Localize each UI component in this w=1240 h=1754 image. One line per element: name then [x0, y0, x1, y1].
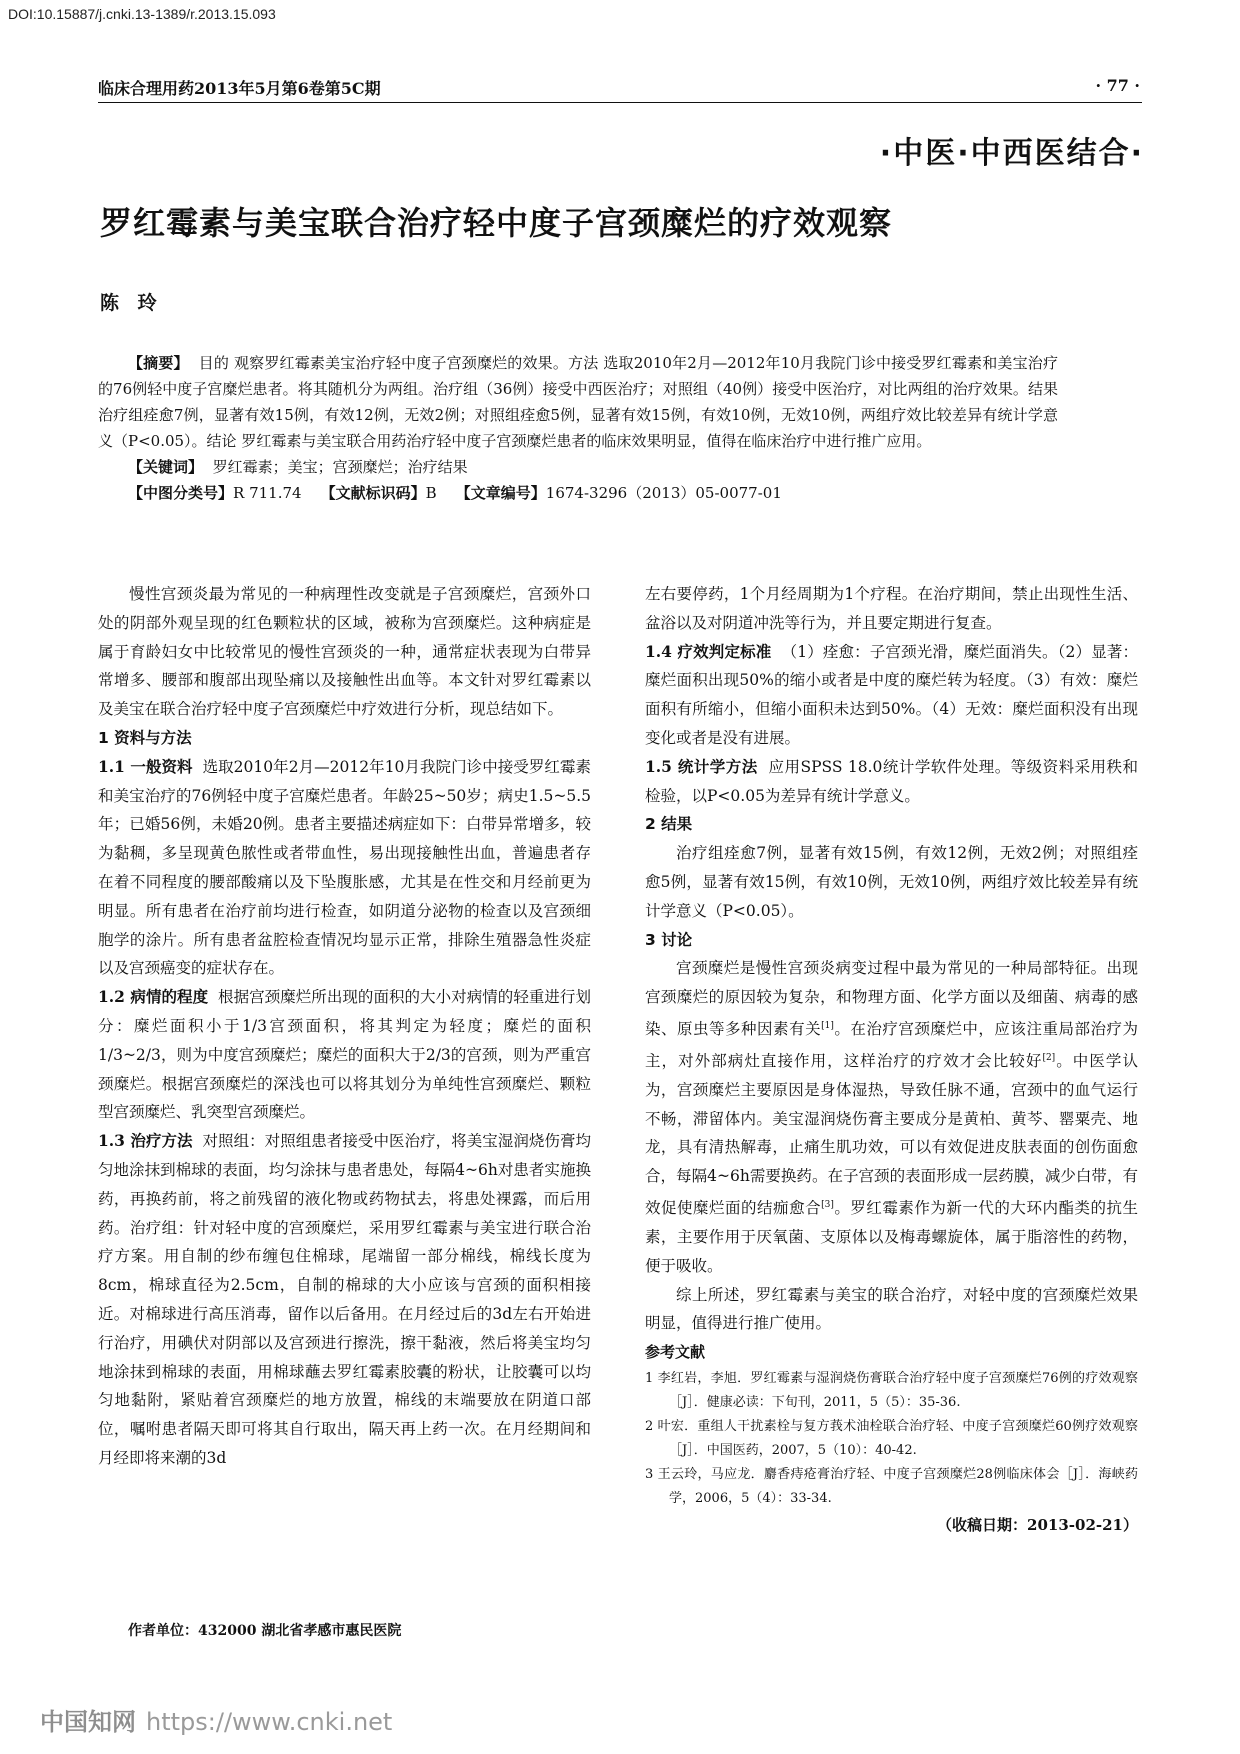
abstract [98, 350, 1058, 454]
references-heading: 参考文献 [645, 1343, 706, 1362]
left-column [98, 580, 591, 1473]
section-1-2-text: 根据宫颈糜烂所出现的面积的大小对病情的轻重进行划分：糜烂面积小于1/3宫颈面积，将其判定为轻度；糜烂的面积1/3~2/3，则为中度宫颈糜烂；糜烂的面积大于2/3的宫颈，则为严重宫颈糜烂。根据宫颈糜烂的深浅也可以将其划分为单纯性宫颈糜烂、颗粒型宫颈糜烂、乳突型宫颈糜烂。 [98, 988, 591, 1122]
intro-paragraph: 慢性宫颈炎最为常见的一种病理性改变就是子宫颈糜烂，宫颈外口处的阴部外观呈现的红色颗粒状的区域，被称为宫颈糜烂。这种病症是属于育龄妇女中比较常见的慢性宫颈炎的一种，通常症状表现为白带异常增多、腰部和腹部出现坠痛以及接触性出血等。本文针对罗红霉素以及美宝在联合治疗轻中度子宫颈糜烂中疗效进行分析，现总结如下。 [98, 585, 591, 719]
reference-item: 3 王云玲，马应龙．麝香痔疮膏治疗轻、中度子宫颈糜烂28例临床体会［J］．海峡药学，2006，5（4）：33-34. [645, 1466, 1138, 1506]
discussion-paragraph-1 [645, 954, 1138, 1280]
section-heading: ·中医·中西医结合· [879, 136, 1144, 171]
abstract-label: 【摘要】 [128, 354, 189, 372]
cnki-url: https://www.cnki.net [146, 1708, 393, 1736]
clc-value: R 711.74 [233, 484, 302, 502]
heading-results: 2 结果 [645, 815, 693, 834]
received-date: （收稿日期：2013-02-21） [937, 1515, 1138, 1534]
reference-item: 1 李红岩，李旭．罗红霉素与湿润烧伤膏联合治疗轻中度子宫颈糜烂76例的疗效观察［J］．健康必读：下旬刊，2011，5（5）：35-36. [645, 1370, 1138, 1410]
page-number: · 77 · [1095, 76, 1140, 95]
section-1-5-heading: 1.5 统计学方法 [645, 756, 758, 776]
reference-item: 2 叶宏．重组人干扰素栓与复方莪术油栓联合治疗轻、中度子宫颈糜烂60例疗效观察［J］．中国医药，2007，5（10）：40-42. [645, 1418, 1138, 1458]
abstract-text: 目的 观察罗红霉素美宝治疗轻中度子宫颈糜烂的效果。方法 选取2010年2月—2012年10月我院门诊中接受罗红霉素和美宝治疗的76例轻中度子宫糜烂患者。将其随机分为两组。治疗组（36例）接受中西医治疗；对照组（40例）接受中医治疗，对比两组的治疗效果。结果 治疗组痊愈7例，显著有效15例，有效12例，无效2例；对照组痊愈5例，显著有效15例，有效10例，无效10例，两组疗效比较差异有统计学意义（P<0.05）。结论 罗红霉素与美宝联合用药治疗轻中度子宫颈糜烂患者的临床效果明显，值得在临床治疗中进行推广应用。 [98, 354, 1058, 450]
continued-paragraph: 左右要停药，1个月经周期为1个疗程。在治疗期间，禁止出现性生活、盆浴以及对阴道冲洗等行为，并且要定期进行复查。 [645, 585, 1138, 632]
keywords-label: 【关键词】 [128, 458, 204, 476]
article-number-label: 【文章编号】 [455, 484, 546, 502]
discussion-text-d: 。罗红霉素作为新一代的大环内酯类的抗生素，主要作用于厌氧菌、支原体以及梅毒螺旋体，属于脂溶性的药物，便于吸收。 [645, 1199, 1138, 1275]
citation-2: [2] [1042, 1052, 1056, 1063]
section-1-4 [645, 638, 1138, 753]
keywords [98, 454, 1058, 480]
author: 陈 玲 [100, 292, 163, 314]
doc-code-value: B [425, 484, 437, 502]
keywords-text: 罗红霉素；美宝；宫颈糜烂；治疗结果 [212, 458, 468, 476]
header-rule [98, 102, 1142, 103]
section-1-2-heading: 1.2 病情的程度 [98, 987, 209, 1007]
section-1-3-heading: 1.3 治疗方法 [98, 1131, 193, 1151]
section-1-3 [98, 1127, 591, 1473]
section-1-4-text: （1）痊愈：子宫颈光滑，糜烂面消失。（2）显著：糜烂面积出现50%的缩小或者是中度的糜烂转为轻度。（3）有效：糜烂面积有所缩小，但缩小面积未达到50%。（4）无效：糜烂面积没有出现变化或者是没有进展。 [645, 642, 1138, 747]
article-title: 罗红霉素与美宝联合治疗轻中度子宫颈糜烂的疗效观察 [100, 204, 893, 242]
discussion-text-c: 。中医学认为，宫颈糜烂主要原因是身体湿热，导致任脉不通，宫颈中的血气运行不畅，滞留体内。美宝湿润烧伤膏主要成分是黄柏、黄芩、罂粟壳、地龙，具有清热解毒，止痛生肌功效，可以有效促进皮肤表面的创伤面愈合，每隔4~6h需要换药。在子宫颈的表面形成一层药膜，减少白带，有效促使糜烂面的结痂愈合 [645, 1052, 1138, 1218]
abstract-block [98, 350, 1058, 506]
clc-label: 【中图分类号】 [128, 484, 234, 502]
section-1-5 [645, 753, 1138, 811]
section-1-2 [98, 983, 591, 1127]
section-1-1-heading: 1.1 一般资料 [98, 756, 193, 776]
doc-code-label: 【文献标识码】 [320, 484, 426, 502]
cnki-watermark [40, 1702, 392, 1737]
section-1-1-text: 选取2010年2月—2012年10月我院门诊中接受罗红霉素和美宝治疗的76例轻中度子宫糜烂患者。年龄25~50岁；病史1.5~5.5年；已婚56例，未婚20例。患者主要描述病症如下：白带异常增多，较为黏稠，多呈现黄色脓性或者带血性，易出现接触性出血，普遍患者存在着不同程度的腰部酸痛以及下坠腹胀感，尤其是在性交和月经前更为明显。所有患者在治疗前均进行检查，如阴道分泌物的检查以及宫颈细胞学的涂片。所有患者盆腔检查情况均显示正常，排除生殖器急性炎症以及宫颈癌变的症状存在。 [98, 757, 591, 978]
article-number-value: 1674-3296（2013）05-0077-01 [545, 484, 782, 502]
doi-label: DOI:10.15887/j.cnki.13-1389/r.2013.15.093 [8, 6, 276, 22]
author-affiliation: 作者单位：432000 湖北省孝感市惠民医院 [128, 1623, 402, 1639]
discussion-paragraph-2: 综上所述，罗红霉素与美宝的联合治疗，对轻中度的宫颈糜烂效果明显，值得进行推广使用。 [645, 1285, 1138, 1333]
classification [98, 480, 1058, 506]
heading-materials-methods: 1 资料与方法 [98, 728, 192, 747]
citation-1: [1] [821, 1020, 834, 1031]
discussion-text-a: 宫颈糜烂是慢性宫颈炎病变过程中最为常见的一种局部特征。出现宫颈糜烂的原因较为复杂，和物理方面、化学方面以及细菌、病毒的感染、原虫等多种因素有关 [645, 959, 1138, 1039]
section-1-5-text: 应用SPSS 18.0统计学软件处理。等级资料采用秩和检验，以P<0.05为差异有统计学意义。 [645, 757, 1138, 805]
discussion-text-b: 。在治疗宫颈糜烂中，应该注重局部治疗为主，对外部病灶直接作用，这样治疗的疗效才会比较好 [645, 1020, 1138, 1071]
section-1-4-heading: 1.4 疗效判定标准 [645, 641, 772, 661]
section-1-1 [98, 753, 591, 983]
right-column [645, 580, 1138, 1540]
section-1-3-text: 对照组：对照组患者接受中医治疗，将美宝湿润烧伤膏均匀地涂抹到棉球的表面，均匀涂抹与患者患处，每隔4~6h对患者实施换药，再换药前，将之前残留的液化物或药物拭去，将患处裸露，而后用药。治疗组：针对轻中度的宫颈糜烂，采用罗红霉素与美宝进行联合治疗方案。用自制的纱布缠包住棉球，尾端留一部分棉线，棉线长度为8cm，棉球直径为2.5cm，自制的棉球的大小应该与宫颈的面积相接近。对棉球进行高压消毒，留作以后备用。在月经过后的3d左右开始进行治疗，用碘伏对阴部以及宫颈进行擦洗，擦干黏液，然后将美宝均匀地涂抹到棉球的表面，用棉球蘸去罗红霉素胶囊的粉状，让胶囊可以均匀地黏附，紧贴着宫颈糜烂的地方放置，棉线的末端要放在阴道口部位，嘱咐患者隔天即可将其自行取出，隔天再上药一次。在月经期间和月经即将来潮的3d [98, 1132, 591, 1467]
citation-3: [3] [821, 1200, 834, 1211]
cnki-logo-text: 中国知网 [40, 1708, 136, 1736]
running-head: 临床合理用药2013年5月第6卷第5C期 [98, 79, 381, 98]
heading-discussion: 3 讨论 [645, 930, 693, 949]
results-paragraph: 治疗组痊愈7例，显著有效15例，有效12例，无效2例；对照组痊愈5例，显著有效15例，有效10例，无效10例，两组疗效比较差异有统计学意义（P<0.05）。 [645, 844, 1138, 920]
